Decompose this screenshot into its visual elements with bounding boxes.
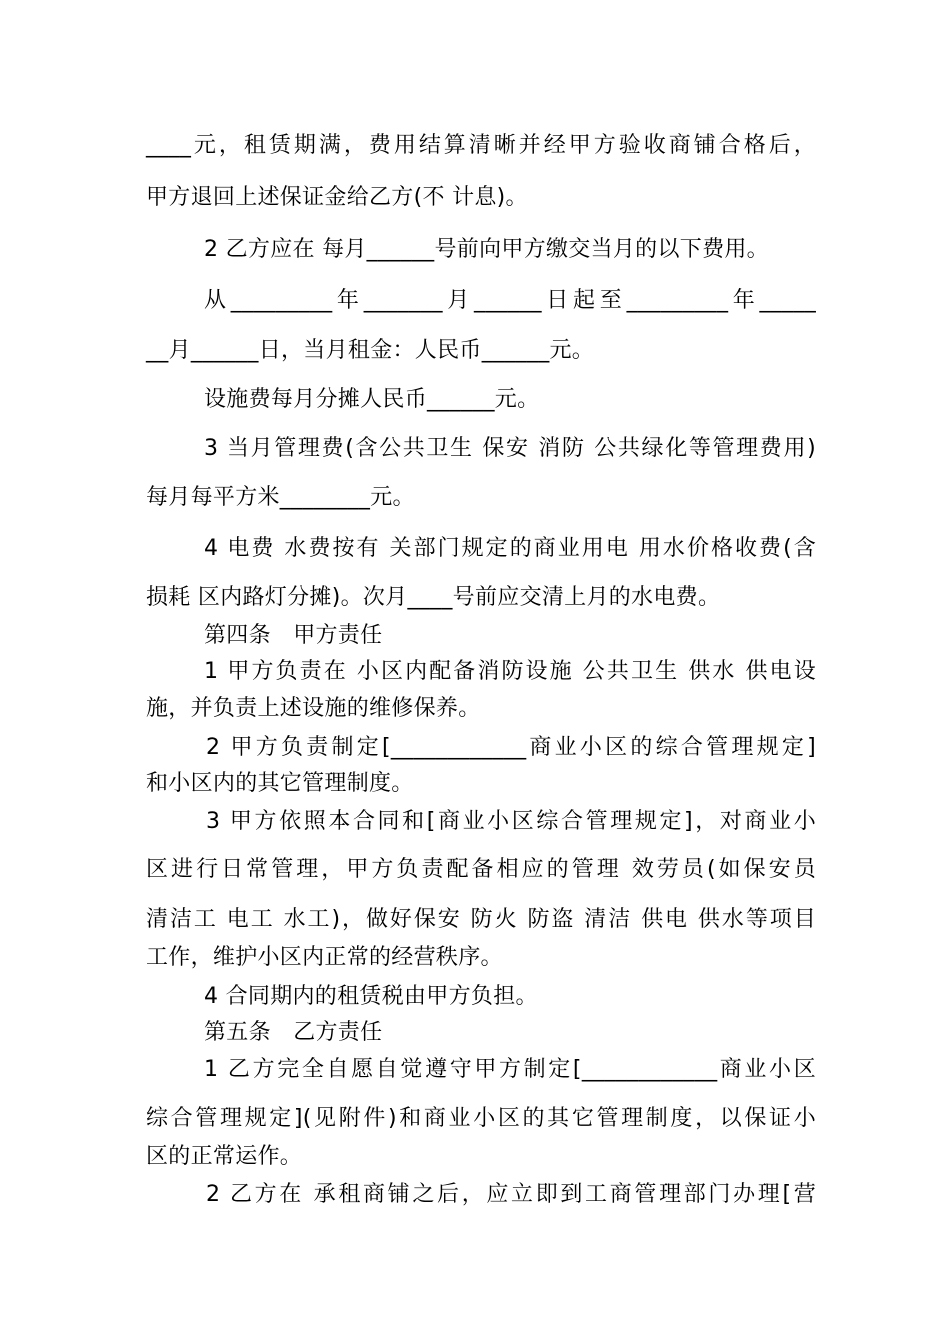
paragraph-line: 设施费每月分摊人民币______元。	[204, 387, 540, 412]
paragraph-line: 4 电费 水费按有 关部门规定的商业用电 用水价格收费(含	[204, 536, 816, 561]
paragraph-line: 施，并负责上述设施的维修保养。	[146, 696, 481, 721]
paragraph-line: __月______日，当月租金：人民币______元。	[146, 338, 595, 363]
section-heading: 第四条 甲方责任	[204, 623, 383, 648]
paragraph-line: 每月每平方米________元。	[146, 485, 415, 510]
paragraph-line: 1 甲方负责在 小区内配备消防设施 公共卫生 供水 供电设	[204, 659, 816, 684]
paragraph-line: 清洁工 电工 水工)，做好保安 防火 防盗 清洁 供电 供水等项目	[146, 907, 816, 932]
paragraph-line: 2 甲方负责制定[____________商业小区的综合管理规定]	[206, 735, 816, 760]
paragraph-line: 2 乙方应在 每月______号前向甲方缴交当月的以下费用。	[204, 237, 769, 262]
paragraph-line: 4 合同期内的租赁税由甲方负担。	[204, 984, 538, 1009]
paragraph-line: 和小区内的其它管理制度。	[146, 771, 414, 796]
paragraph-line: 3 甲方依照本合同和[商业小区综合管理规定]，对商业小	[206, 809, 816, 834]
paragraph-line: 1 乙方完全自愿自觉遵守甲方制定[____________商业小区	[204, 1057, 816, 1082]
paragraph-line: 2 乙方在 承租商铺之后，应立即到工商管理部门办理[营	[206, 1182, 816, 1207]
paragraph-line: 甲方退回上述保证金给乙方(不 计息)。	[146, 185, 528, 210]
section-heading: 第五条 乙方责任	[204, 1020, 383, 1045]
paragraph-line: ____元，租赁期满，费用结算清晰并经甲方验收商铺合格后，	[146, 133, 816, 158]
paragraph-line: 从_________年_______月______日起至_________年_____	[204, 288, 816, 313]
paragraph-line: 综合管理规定](见附件)和商业小区的其它管理制度，以保证小	[146, 1106, 816, 1131]
paragraph-line: 工作，维护小区内正常的经营秩序。	[146, 945, 503, 970]
paragraph-line: 区进行日常管理，甲方负责配备相应的管理 效劳员(如保安员	[146, 857, 816, 882]
paragraph-line: 3 当月管理费(含公共卫生 保安 消防 公共绿化等管理费用)	[204, 436, 816, 461]
paragraph-line: 区的正常运作。	[146, 1144, 303, 1169]
paragraph-line: 损耗 区内路灯分摊)。次月____号前应交清上月的水电费。	[146, 585, 721, 610]
